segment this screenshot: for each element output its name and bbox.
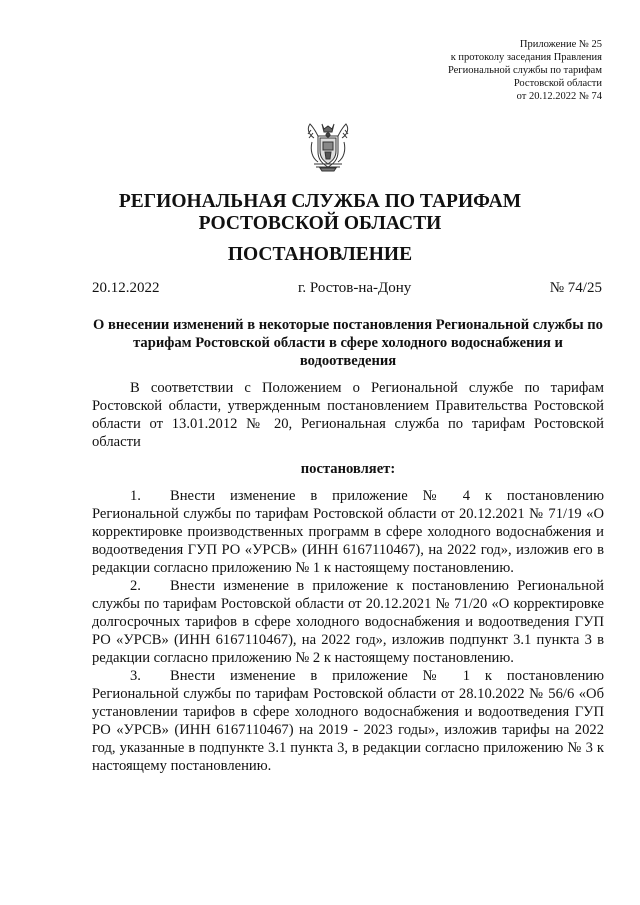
decision-word: постановляет: [300, 461, 396, 477]
preamble-paragraph: В соответствии с Положением о Региональной службе по тарифам Ростовской области, утвержденным постановлением Правительства Ростовской области от 13.01.2012 № 20, Региональная служба по тарифам Ростовской области [92, 380, 604, 450]
list-item [92, 577, 604, 667]
organization-name-line: РЕГИОНАЛЬНАЯ СЛУЖБА ПО ТАРИФАМ [118, 191, 522, 212]
appendix-line: Региональной службы по тарифам [447, 65, 602, 76]
organization-name [0, 191, 640, 235]
coat-of-arms-emblem-icon [306, 120, 350, 172]
document-body [92, 379, 604, 775]
list-item-number: 2. [130, 578, 141, 594]
appendix-note [448, 38, 602, 103]
document-date: 20.12.2022 [92, 280, 160, 296]
document-place: г. Ростов-на-Дону [297, 280, 412, 296]
list-item-number: 1. [130, 488, 141, 504]
appendix-line: Ростовской области [513, 78, 602, 89]
document-meta-row [92, 280, 602, 297]
list-item-text: Внести изменение в приложение к постановлению Региональной службы по тарифам Ростовской области от 20.12.2021 № 71/20 «О корректировке долгосрочных тарифов в сфере холодного водоснабжения и водоотведения ГУП РО «УРСВ» (ИНН 6167110467), на 2022 год», изложив подпункт 3.1 пункта 3 в редакции согласно приложению № 2 к настоящему постановлению. [92, 578, 604, 666]
appendix-line: от 20.12.2022 № 74 [516, 91, 602, 102]
document-type-title: ПОСТАНОВЛЕНИЕ [227, 244, 413, 265]
list-item [92, 487, 604, 577]
list-item [92, 667, 604, 775]
document-number: № 74/25 [549, 280, 602, 296]
appendix-line: к протоколу заседания Правления [450, 52, 602, 63]
list-item-number: 3. [130, 668, 141, 684]
organization-name-line: РОСТОВСКОЙ ОБЛАСТИ [198, 213, 442, 234]
list-item-text: Внести изменение в приложение № 1 к постановлению Региональной службы по тарифам Ростовской области от 28.10.2022 № 56/6 «Об установлении тарифов в сфере холодного водоснабжения и водоотведения ГУП РО «УРСВ» (ИНН 6167110467) на 2019 - 2023 годы», изложив тарифы на 2022 год, указанные в подпункте 3.1 пункта 3, в редакции согласно приложению № 3 к настоящему постановлению. [92, 668, 604, 774]
appendix-line: Приложение № 25 [519, 39, 602, 50]
document-subject: О внесении изменений в некоторые постановления Региональной службы по тарифам Ростовской области в сфере холодного водоснабжения и водоотведения [93, 317, 603, 369]
list-item-text: Внести изменение в приложение № 4 к постановлению Региональной службы по тарифам Ростовской области от 20.12.2021 № 71/19 «О корректировке производственных программ в сфере холодного водоснабжения и водоотведения ГУП РО «УРСВ» (ИНН 6167110467), на 2022 год», изложив его в редакции согласно приложению № 1 к настоящему постановлению. [92, 488, 604, 576]
